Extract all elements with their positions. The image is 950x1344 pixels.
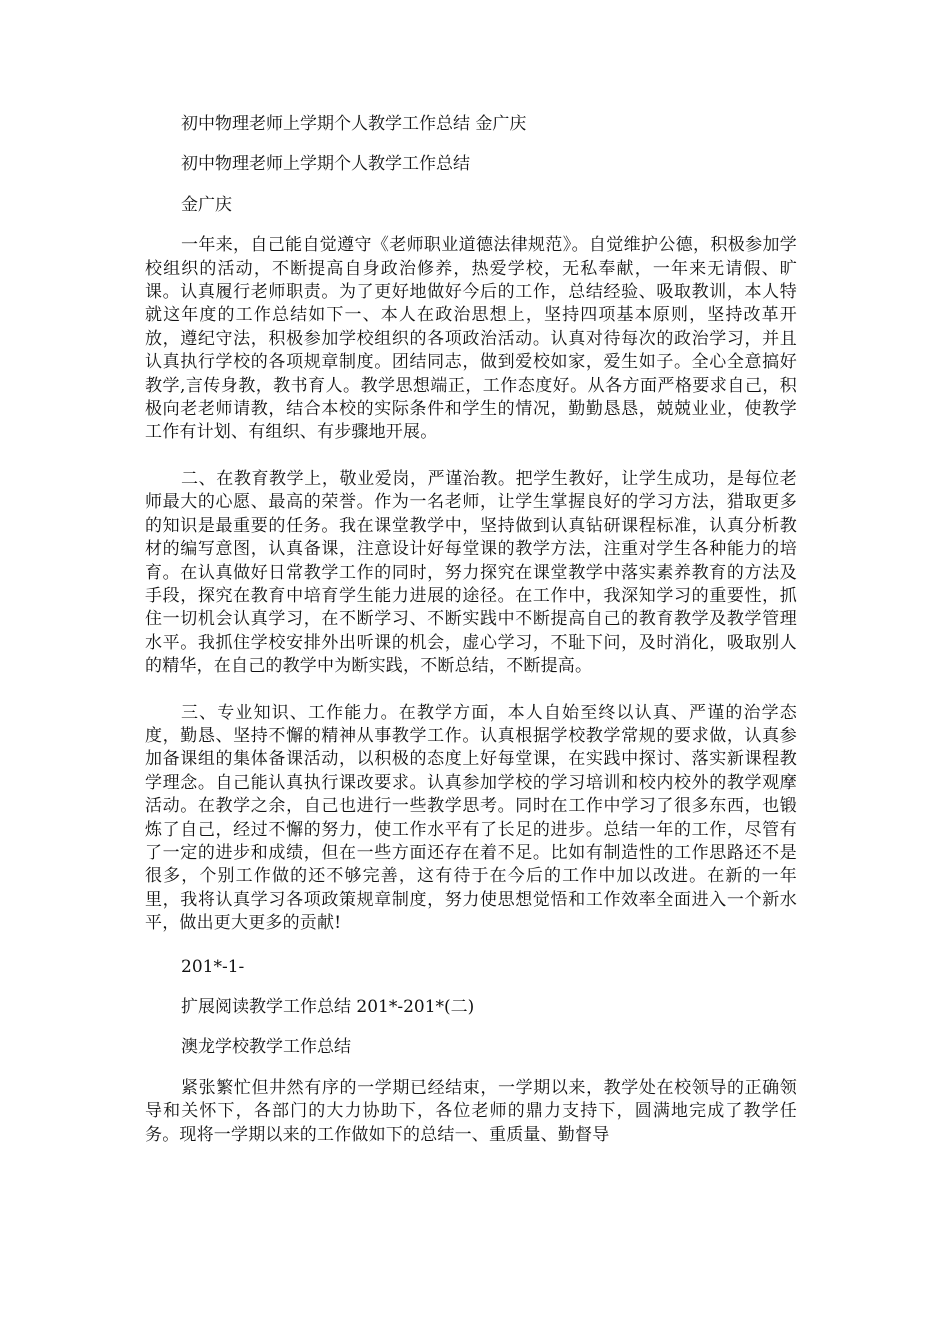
paragraph-professional: 三、专业知识、工作能力。在教学方面，本人自始至终以认真、严谨的治学态度，勤恳、坚持不懈的精神从事教学工作。认真根据学校教学常规的要求做，认真参加备课组的集体备课活动，以积极的态度上好每堂课，在实践中探讨、落实新课程教学理念。自己能认真执行课改要求。认真参加学校的学习培训和校内校外的教学观摩活动。在教学之余，自己也进行一些教学思考。同时在工作中学习了很多东西，也锻炼了自己，经过不懈的努力，使工作水平有了长足的进步。总结一年的工作，尽管有了一定的进步和成绩，但在一些方面还存在着不足。比如有制造性的工作思路还不是很多，个别工作做的还不够完善，这有待于在今后的工作中加以改进。在新的一年里，我将认真学习各项政策规章制度，努力使思想觉悟和工作效率全面进入一个新水平，做出更大更多的贡献!: [145, 702, 797, 934]
author-name: 金广庆: [181, 194, 232, 215]
date-line: 201*-1-: [181, 956, 245, 977]
document-page: [145, 113, 797, 1170]
document-title: 初中物理老师上学期个人教学工作总结 金广庆: [181, 114, 527, 134]
school-summary-title: 澳龙学校教学工作总结: [181, 1037, 351, 1058]
paragraph-teaching: 二、在教育教学上，敬业爱岗，严谨治教。把学生教好，让学生成功，是每位老师最大的心愿、最高的荣誉。作为一名老师，让学生掌握良好的学习方法，猎取更多的知识是最重要的任务。我在课堂教学中，坚持做到认真钻研课程标准，认真分析教材的编写意图，认真备课，注意设计好每堂课的教学方法，注重对学生各种能力的培育。在认真做好日常教学工作的同时，努力探究在课堂教学中落实素养教育的方法及手段，探究在教育中培育学生能力进展的途径。在工作中，我深知学习的重要性，抓住一切机会认真学习，在不断学习、不断实践中不断提高自己的教育教学及教学管理水平。我抓住学校安排外出听课的机会，虚心学习，不耻下问，及时消化，吸取别人的精华，在自己的教学中为断实践，不断总结，不断提高。: [145, 468, 797, 677]
document-subtitle: 初中物理老师上学期个人教学工作总结: [181, 154, 470, 175]
extended-reading-title: 扩展阅读教学工作总结 201*-201*(二): [181, 997, 475, 1017]
paragraph-school-summary: 紧张繁忙但井然有序的一学期已经结束，一学期以来，教学处在校领导的正确领导和关怀下，各部门的大力协助下，各位老师的鼎力支持下，圆满地完成了教学任务。现将一学期以来的工作做如下的总结一、重质量、勤督导: [145, 1077, 797, 1145]
paragraph-politics: 一年来，自己能自觉遵守《老师职业道德法律规范》。自觉维护公德，积极参加学校组织的活动，不断提高自身政治修养，热爱学校，无私奉献，一年来无请假、旷课。认真履行老师职责。为了更好地做好今后的工作，总结经验、吸取教训，本人特就这年度的工作总结如下一、本人在政治思想上，坚持四项基本原则，坚持改革开放，遵纪守法，积极参加学校组织的各项政治活动。认真对待每次的政治学习，并且认真执行学校的各项规章制度。团结同志，做到爱校如家，爱生如子。全心全意搞好教学,言传身教，教书育人。教学思想端正，工作态度好。从各方面严格要求自己，积极向老老师请教，结合本校的实际条件和学生的情况，勤勤恳恳，兢兢业业，使教学工作有计划、有组织、有步骤地开展。: [145, 235, 797, 443]
